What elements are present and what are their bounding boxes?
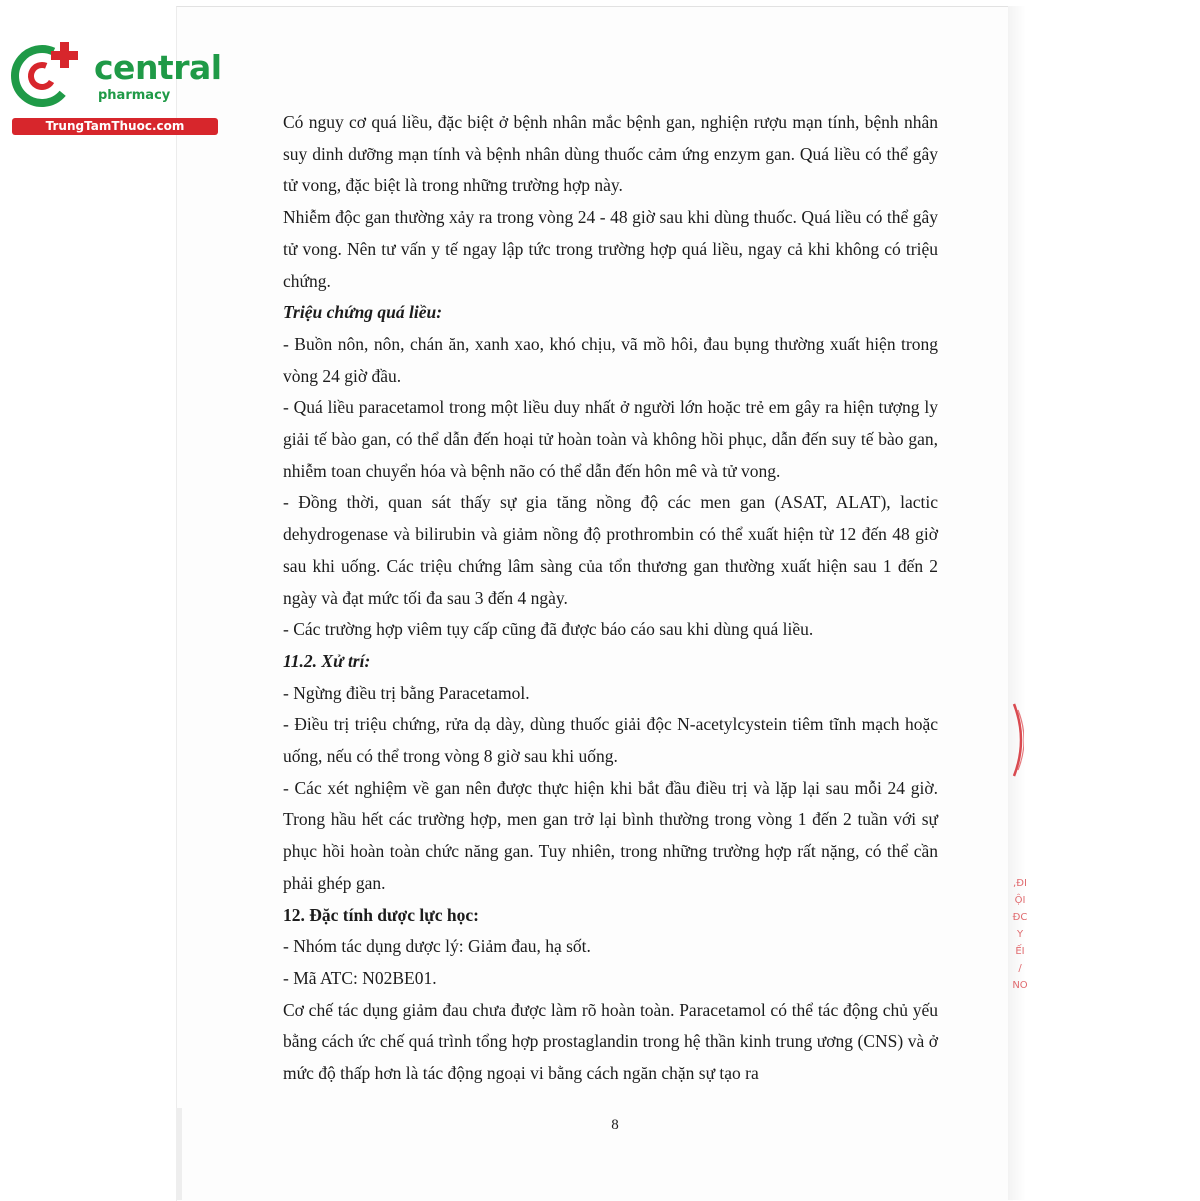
red-stamp-arc bbox=[958, 700, 1024, 780]
stamp-fragment: ỘI bbox=[1014, 895, 1026, 906]
stamp-fragment: ẾI bbox=[1015, 946, 1025, 957]
paragraph: - Đồng thời, quan sát thấy sự gia tăng nồng độ các men gan (ASAT, ALAT), lactic dehydrogenase và bilirubin và giảm nồng độ prothrombin có thể xuất hiện từ 12 đến 48 giờ sau khi uống. Các triệu chứng lâm sàng của tổn thương gan thường xuất hiện sau 1 đến 2 ngày và đạt mức tối đa sau 3 đến 4 ngày. bbox=[283, 492, 938, 608]
stamp-fragment: ĐC bbox=[1012, 912, 1028, 923]
paragraph: - Ngừng điều trị bằng Paracetamol. bbox=[283, 682, 530, 703]
brand-website: TrungTamThuoc.com bbox=[12, 118, 218, 135]
paragraph: - Điều trị triệu chứng, rửa dạ dày, dùng thuốc giải độc N-acetylcystein tiêm tĩnh mạch hoặc uống, nếu có thể trong vòng 8 giờ sau khi uống. bbox=[283, 714, 938, 767]
paragraph: - Các xét nghiệm về gan nên được thực hiện khi bắt đầu điều trị và lặp lại sau mỗi 24 giờ. Trong hầu hết các trường hợp, men gan trở lại bình thường trong vòng 1 đến 2 tuần với sự phục hồi hoàn toàn chức năng gan. Tuy nhiên, trong những trường hợp rất nặng, có thể cần phải ghép gan. bbox=[283, 777, 938, 893]
section-heading: 11.2. Xử trí: bbox=[283, 650, 371, 671]
paragraph: - Nhóm tác dụng dược lý: Giảm đau, hạ sốt. bbox=[283, 936, 591, 957]
stamp-fragment: / bbox=[1018, 963, 1022, 974]
pharmacy-cross-logo-icon bbox=[8, 38, 92, 114]
document-body bbox=[283, 107, 938, 1090]
stamp-fragment: Y bbox=[1016, 929, 1024, 940]
stamp-fragment: NO bbox=[1012, 980, 1028, 991]
page-number: 8 bbox=[611, 1117, 619, 1133]
stamp-fragment: ,ĐI bbox=[1013, 878, 1027, 889]
paragraph: - Quá liều paracetamol trong một liều duy nhất ở người lớn hoặc trẻ em gây ra hiện tượng ly giải tế bào gan, có thể dẫn đến hoại tử hoàn toàn và không hồi phục, dẫn đến suy tế bào gan, nhiễm toan chuyển hóa và bệnh não có thể dẫn đến hôn mê và tử vong. bbox=[283, 397, 938, 481]
paragraph: - Các trường hợp viêm tụy cấp cũng đã được báo cáo sau khi dùng quá liều. bbox=[283, 619, 814, 640]
paragraph: - Buồn nôn, nôn, chán ăn, xanh xao, khó chịu, vã mồ hôi, đau bụng thường xuất hiện trong vòng 24 giờ đầu. bbox=[283, 333, 938, 386]
paragraph: - Mã ATC: N02BE01. bbox=[283, 967, 437, 988]
paragraph: Cơ chế tác dụng giảm đau chưa được làm rõ hoàn toàn. Paracetamol có thể tác động chủ yếu bằng cách ức chế quá trình tổng hợp prostaglandin trong hệ thần kinh trung ương (CNS) và ở mức độ thấp hơn là tác động ngoại vi bằng cách ngăn chặn sự tạo ra bbox=[283, 999, 938, 1084]
red-stamp-text bbox=[1012, 875, 1028, 994]
paragraph: Có nguy cơ quá liều, đặc biệt ở bệnh nhân mắc bệnh gan, nghiện rượu mạn tính, bệnh nhân suy dinh dưỡng mạn tính và bệnh nhân dùng thuốc cảm ứng enzym gan. Quá liều có thể gây tử vong, đặc biệt là trong những trường hợp này. bbox=[283, 112, 938, 196]
section-heading: 12. Đặc tính dược lực học: bbox=[283, 904, 479, 925]
section-heading: Triệu chứng quá liều: bbox=[283, 302, 443, 323]
central-pharmacy-logo bbox=[8, 38, 222, 138]
page-edge-shadow-left bbox=[176, 1108, 182, 1200]
page-edge-shadow bbox=[1008, 6, 1026, 1200]
brand-subtitle: pharmacy bbox=[98, 88, 171, 103]
paragraph: Nhiễm độc gan thường xảy ra trong vòng 24 - 48 giờ sau khi dùng thuốc. Quá liều có thể gây tử vong. Nên tư vấn y tế ngay lập tức trong trường hợp quá liều, ngay cả khi không có triệu chứng. bbox=[283, 207, 938, 291]
brand-name: central bbox=[94, 48, 222, 87]
